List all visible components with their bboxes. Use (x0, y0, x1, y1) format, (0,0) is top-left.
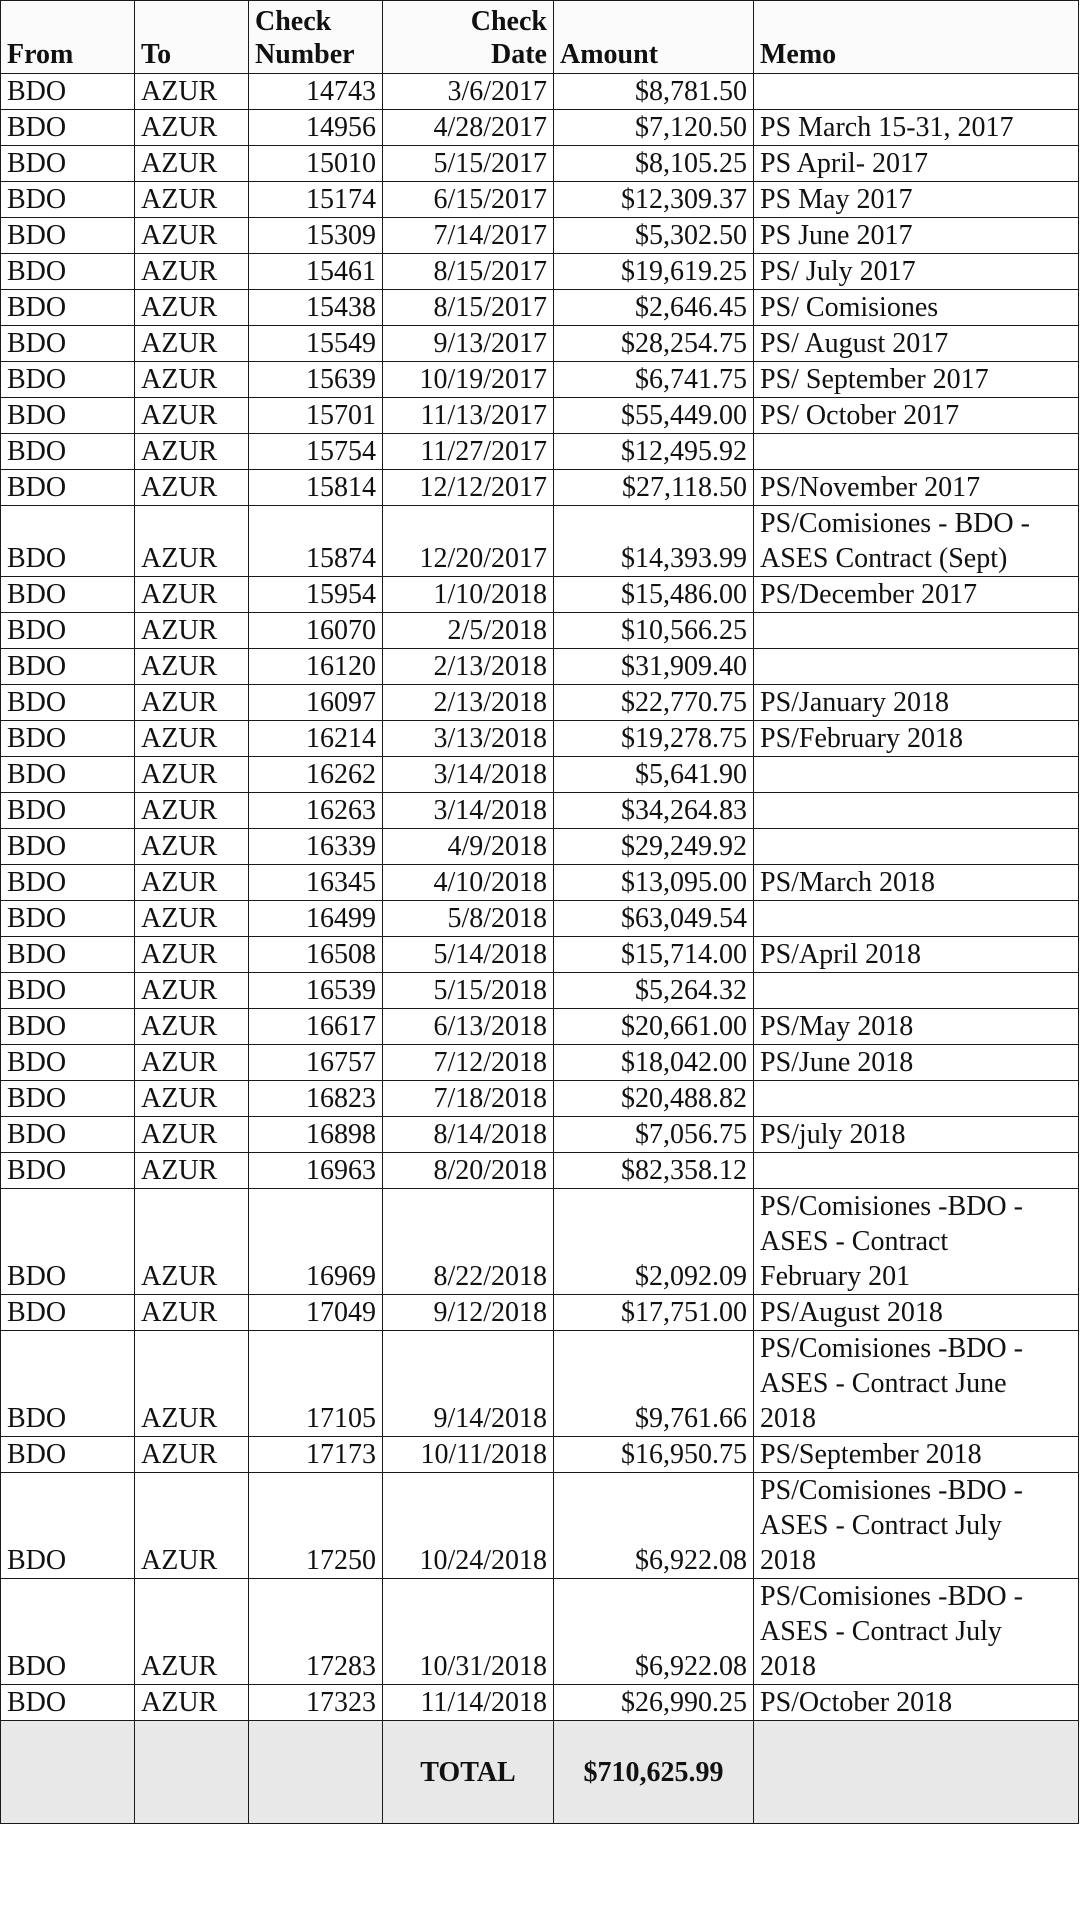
cell-check-number: 16539 (249, 973, 383, 1009)
table-row (1, 973, 1079, 1009)
cell-to: AZUR (135, 398, 249, 434)
cell-from: BDO (1, 1437, 135, 1473)
cell-memo: PS/ August 2017 (754, 326, 1079, 362)
cell-to: AZUR (135, 1685, 249, 1721)
cell-amount: $13,095.00 (554, 865, 754, 901)
cell-check-number: 16120 (249, 649, 383, 685)
cell-from: BDO (1, 1331, 135, 1437)
cell-check-date: 6/15/2017 (383, 182, 554, 218)
cell-check-date: 2/13/2018 (383, 649, 554, 685)
cell-check-number: 15701 (249, 398, 383, 434)
total-cell-memo (754, 1721, 1079, 1824)
header-from: From (1, 1, 135, 74)
cell-check-number: 17105 (249, 1331, 383, 1437)
table-footer (1, 1721, 1079, 1824)
cell-check-date: 6/13/2018 (383, 1009, 554, 1045)
cell-check-number: 14956 (249, 110, 383, 146)
cell-memo (754, 649, 1079, 685)
cell-check-date: 2/13/2018 (383, 685, 554, 721)
cell-amount: $19,619.25 (554, 254, 754, 290)
cell-from: BDO (1, 326, 135, 362)
cell-amount: $15,486.00 (554, 577, 754, 613)
cell-check-date: 12/12/2017 (383, 470, 554, 506)
cell-amount: $14,393.99 (554, 506, 754, 577)
table-row (1, 937, 1079, 973)
cell-memo: PS/july 2018 (754, 1117, 1079, 1153)
cell-amount: $5,641.90 (554, 757, 754, 793)
cell-from: BDO (1, 290, 135, 326)
cell-to: AZUR (135, 326, 249, 362)
cell-memo: PS/ October 2017 (754, 398, 1079, 434)
cell-check-date: 10/11/2018 (383, 1437, 554, 1473)
cell-amount: $82,358.12 (554, 1153, 754, 1189)
cell-check-number: 15954 (249, 577, 383, 613)
cell-amount: $7,120.50 (554, 110, 754, 146)
cell-memo: PS March 15-31, 2017 (754, 110, 1079, 146)
cell-memo (754, 757, 1079, 793)
cell-memo: PS April- 2017 (754, 146, 1079, 182)
cell-memo: PS/September 2018 (754, 1437, 1079, 1473)
cell-to: AZUR (135, 182, 249, 218)
cell-check-date: 9/13/2017 (383, 326, 554, 362)
cell-to: AZUR (135, 937, 249, 973)
cell-from: BDO (1, 1081, 135, 1117)
cell-memo (754, 434, 1079, 470)
cell-check-number: 15438 (249, 290, 383, 326)
cell-from: BDO (1, 1117, 135, 1153)
cell-from: BDO (1, 1189, 135, 1295)
cell-memo (754, 1081, 1079, 1117)
cell-check-date: 10/24/2018 (383, 1473, 554, 1579)
cell-memo (754, 829, 1079, 865)
table-row (1, 649, 1079, 685)
cell-check-date: 5/15/2017 (383, 146, 554, 182)
cell-to: AZUR (135, 613, 249, 649)
table-body (1, 74, 1079, 1721)
table-row (1, 1685, 1079, 1721)
cell-from: BDO (1, 254, 135, 290)
table-row (1, 182, 1079, 218)
table-row (1, 218, 1079, 254)
cell-check-number: 16070 (249, 613, 383, 649)
cell-amount: $6,922.08 (554, 1579, 754, 1685)
cell-to: AZUR (135, 1473, 249, 1579)
cell-to: AZUR (135, 649, 249, 685)
cell-amount: $2,092.09 (554, 1189, 754, 1295)
cell-memo: PS/October 2018 (754, 1685, 1079, 1721)
total-row (1, 1721, 1079, 1824)
cell-memo: PS/Comisiones - BDO - ASES Contract (Sept) (754, 506, 1079, 577)
cell-to: AZUR (135, 1579, 249, 1685)
cell-check-number: 15814 (249, 470, 383, 506)
cell-memo: PS/March 2018 (754, 865, 1079, 901)
cell-from: BDO (1, 434, 135, 470)
cell-to: AZUR (135, 721, 249, 757)
cell-check-number: 17173 (249, 1437, 383, 1473)
cell-check-date: 4/9/2018 (383, 829, 554, 865)
cell-check-date: 8/15/2017 (383, 254, 554, 290)
cell-check-date: 8/22/2018 (383, 1189, 554, 1295)
cell-check-number: 16339 (249, 829, 383, 865)
cell-amount: $20,488.82 (554, 1081, 754, 1117)
cell-amount: $16,950.75 (554, 1437, 754, 1473)
cell-from: BDO (1, 218, 135, 254)
header-check-number: Check Number (249, 1, 383, 74)
cell-to: AZUR (135, 757, 249, 793)
cell-from: BDO (1, 865, 135, 901)
cell-amount: $20,661.00 (554, 1009, 754, 1045)
cell-from: BDO (1, 110, 135, 146)
cell-from: BDO (1, 793, 135, 829)
cell-memo: PS/January 2018 (754, 685, 1079, 721)
cell-to: AZUR (135, 973, 249, 1009)
cell-memo: PS/June 2018 (754, 1045, 1079, 1081)
cell-check-number: 17283 (249, 1579, 383, 1685)
total-label: TOTAL (383, 1721, 554, 1824)
cell-check-date: 4/10/2018 (383, 865, 554, 901)
cell-memo: PS/ September 2017 (754, 362, 1079, 398)
cell-to: AZUR (135, 1295, 249, 1331)
cell-memo: PS/December 2017 (754, 577, 1079, 613)
cell-memo: PS/ Comisiones (754, 290, 1079, 326)
cell-memo (754, 973, 1079, 1009)
cell-memo: PS/February 2018 (754, 721, 1079, 757)
cell-check-number: 16214 (249, 721, 383, 757)
cell-check-date: 8/15/2017 (383, 290, 554, 326)
cell-check-date: 10/31/2018 (383, 1579, 554, 1685)
table-row (1, 577, 1079, 613)
cell-memo: PS/Comisiones -BDO - ASES - Contract July 2018 (754, 1579, 1079, 1685)
cell-check-number: 16757 (249, 1045, 383, 1081)
cell-amount: $12,495.92 (554, 434, 754, 470)
cell-from: BDO (1, 146, 135, 182)
cell-from: BDO (1, 685, 135, 721)
cell-memo (754, 74, 1079, 110)
cell-check-number: 16963 (249, 1153, 383, 1189)
cell-to: AZUR (135, 110, 249, 146)
table-row (1, 470, 1079, 506)
cell-from: BDO (1, 398, 135, 434)
cell-check-date: 5/15/2018 (383, 973, 554, 1009)
cell-check-date: 5/14/2018 (383, 937, 554, 973)
cell-check-date: 7/18/2018 (383, 1081, 554, 1117)
cell-check-number: 17323 (249, 1685, 383, 1721)
cell-check-date: 4/28/2017 (383, 110, 554, 146)
cell-amount: $19,278.75 (554, 721, 754, 757)
cell-to: AZUR (135, 1189, 249, 1295)
cell-check-number: 15639 (249, 362, 383, 398)
cell-amount: $9,761.66 (554, 1331, 754, 1437)
cell-from: BDO (1, 757, 135, 793)
table-row (1, 1295, 1079, 1331)
cell-to: AZUR (135, 1009, 249, 1045)
cell-check-number: 16345 (249, 865, 383, 901)
cell-check-number: 16969 (249, 1189, 383, 1295)
cell-check-date: 11/27/2017 (383, 434, 554, 470)
cell-amount: $17,751.00 (554, 1295, 754, 1331)
cell-amount: $6,922.08 (554, 1473, 754, 1579)
cell-check-date: 2/5/2018 (383, 613, 554, 649)
cell-check-number: 16097 (249, 685, 383, 721)
cell-to: AZUR (135, 146, 249, 182)
table-row (1, 829, 1079, 865)
cell-check-number: 14743 (249, 74, 383, 110)
cell-amount: $29,249.92 (554, 829, 754, 865)
table-row (1, 1081, 1079, 1117)
cell-from: BDO (1, 362, 135, 398)
cell-amount: $27,118.50 (554, 470, 754, 506)
cell-to: AZUR (135, 362, 249, 398)
table-row (1, 326, 1079, 362)
header-amount: Amount (554, 1, 754, 74)
cell-from: BDO (1, 649, 135, 685)
cell-memo: PS/Comisiones -BDO - ASES - Contract February 201 (754, 1189, 1079, 1295)
cell-check-date: 3/14/2018 (383, 793, 554, 829)
cell-to: AZUR (135, 1117, 249, 1153)
cell-check-date: 7/14/2017 (383, 218, 554, 254)
cell-check-date: 9/12/2018 (383, 1295, 554, 1331)
cell-check-number: 15461 (249, 254, 383, 290)
cell-check-number: 15754 (249, 434, 383, 470)
table-row (1, 398, 1079, 434)
cell-to: AZUR (135, 506, 249, 577)
cell-to: AZUR (135, 685, 249, 721)
cell-check-date: 3/6/2017 (383, 74, 554, 110)
total-cell-number (249, 1721, 383, 1824)
table-row (1, 1009, 1079, 1045)
cell-memo (754, 901, 1079, 937)
table-row (1, 1045, 1079, 1081)
table-row (1, 901, 1079, 937)
table-row (1, 1117, 1079, 1153)
cell-from: BDO (1, 1009, 135, 1045)
cell-check-number: 15309 (249, 218, 383, 254)
cell-amount: $5,264.32 (554, 973, 754, 1009)
total-cell-from (1, 1721, 135, 1824)
cell-to: AZUR (135, 290, 249, 326)
cell-to: AZUR (135, 1437, 249, 1473)
cell-check-date: 9/14/2018 (383, 1331, 554, 1437)
table-header (1, 1, 1079, 74)
cell-memo (754, 613, 1079, 649)
total-cell-to (135, 1721, 249, 1824)
table-row (1, 254, 1079, 290)
cell-check-number: 16499 (249, 901, 383, 937)
cell-memo: PS June 2017 (754, 218, 1079, 254)
cell-check-date: 1/10/2018 (383, 577, 554, 613)
cell-memo: PS/April 2018 (754, 937, 1079, 973)
cell-from: BDO (1, 1153, 135, 1189)
cell-memo: PS/Comisiones -BDO - ASES - Contract June 2018 (754, 1331, 1079, 1437)
table-row (1, 1437, 1079, 1473)
cell-to: AZUR (135, 254, 249, 290)
cell-amount: $8,105.25 (554, 146, 754, 182)
cell-memo: PS/Comisiones -BDO - ASES - Contract July 2018 (754, 1473, 1079, 1579)
cell-check-number: 16508 (249, 937, 383, 973)
cell-check-number: 15174 (249, 182, 383, 218)
cell-memo: PS/August 2018 (754, 1295, 1079, 1331)
table-row (1, 1331, 1079, 1437)
cell-check-date: 8/14/2018 (383, 1117, 554, 1153)
cell-memo: PS May 2017 (754, 182, 1079, 218)
table-row (1, 793, 1079, 829)
cell-check-date: 11/13/2017 (383, 398, 554, 434)
cell-from: BDO (1, 1045, 135, 1081)
cell-from: BDO (1, 613, 135, 649)
table-row (1, 757, 1079, 793)
cell-to: AZUR (135, 434, 249, 470)
cell-from: BDO (1, 937, 135, 973)
table-row (1, 613, 1079, 649)
cell-to: AZUR (135, 577, 249, 613)
cell-from: BDO (1, 901, 135, 937)
cell-to: AZUR (135, 829, 249, 865)
total-amount: $710,625.99 (554, 1721, 754, 1824)
cell-amount: $28,254.75 (554, 326, 754, 362)
cell-from: BDO (1, 1295, 135, 1331)
cell-check-number: 17049 (249, 1295, 383, 1331)
table-row (1, 290, 1079, 326)
cell-memo (754, 1153, 1079, 1189)
cell-amount: $5,302.50 (554, 218, 754, 254)
header-check-date: Check Date (383, 1, 554, 74)
cell-amount: $10,566.25 (554, 613, 754, 649)
cell-amount: $2,646.45 (554, 290, 754, 326)
cell-check-date: 3/14/2018 (383, 757, 554, 793)
table-row (1, 721, 1079, 757)
cell-memo: PS/November 2017 (754, 470, 1079, 506)
cell-amount: $55,449.00 (554, 398, 754, 434)
cell-from: BDO (1, 506, 135, 577)
cell-check-number: 16898 (249, 1117, 383, 1153)
cell-from: BDO (1, 1685, 135, 1721)
cell-from: BDO (1, 721, 135, 757)
table-row (1, 865, 1079, 901)
cell-to: AZUR (135, 901, 249, 937)
cell-check-number: 16823 (249, 1081, 383, 1117)
cell-check-number: 15010 (249, 146, 383, 182)
cell-from: BDO (1, 829, 135, 865)
table-row (1, 685, 1079, 721)
cell-to: AZUR (135, 1153, 249, 1189)
cell-memo: PS/May 2018 (754, 1009, 1079, 1045)
cell-from: BDO (1, 1473, 135, 1579)
cell-amount: $63,049.54 (554, 901, 754, 937)
table-row (1, 434, 1079, 470)
header-to: To (135, 1, 249, 74)
cell-check-date: 11/14/2018 (383, 1685, 554, 1721)
cell-to: AZUR (135, 1045, 249, 1081)
cell-check-date: 7/12/2018 (383, 1045, 554, 1081)
cell-check-number: 17250 (249, 1473, 383, 1579)
cell-check-number: 15549 (249, 326, 383, 362)
table-row (1, 74, 1079, 110)
header-memo: Memo (754, 1, 1079, 74)
table-row (1, 110, 1079, 146)
cell-amount: $7,056.75 (554, 1117, 754, 1153)
cell-to: AZUR (135, 1081, 249, 1117)
cell-check-number: 16263 (249, 793, 383, 829)
cell-amount: $22,770.75 (554, 685, 754, 721)
cell-amount: $8,781.50 (554, 74, 754, 110)
cell-from: BDO (1, 1579, 135, 1685)
cell-from: BDO (1, 577, 135, 613)
cell-amount: $34,264.83 (554, 793, 754, 829)
cell-check-date: 5/8/2018 (383, 901, 554, 937)
cell-check-date: 10/19/2017 (383, 362, 554, 398)
cell-from: BDO (1, 74, 135, 110)
cell-amount: $6,741.75 (554, 362, 754, 398)
cell-to: AZUR (135, 218, 249, 254)
cell-amount: $15,714.00 (554, 937, 754, 973)
cell-amount: $26,990.25 (554, 1685, 754, 1721)
cell-memo: PS/ July 2017 (754, 254, 1079, 290)
cell-to: AZUR (135, 1331, 249, 1437)
cell-check-date: 8/20/2018 (383, 1153, 554, 1189)
table-row (1, 1189, 1079, 1295)
cell-memo (754, 793, 1079, 829)
cell-check-number: 15874 (249, 506, 383, 577)
cell-amount: $18,042.00 (554, 1045, 754, 1081)
cell-to: AZUR (135, 793, 249, 829)
table-row (1, 506, 1079, 577)
table-row (1, 146, 1079, 182)
cell-check-date: 12/20/2017 (383, 506, 554, 577)
table-row (1, 1473, 1079, 1579)
cell-from: BDO (1, 182, 135, 218)
cell-from: BDO (1, 973, 135, 1009)
cell-to: AZUR (135, 865, 249, 901)
cell-check-number: 16617 (249, 1009, 383, 1045)
cell-from: BDO (1, 470, 135, 506)
cell-check-number: 16262 (249, 757, 383, 793)
table-row (1, 362, 1079, 398)
cell-to: AZUR (135, 470, 249, 506)
cell-amount: $31,909.40 (554, 649, 754, 685)
cell-to: AZUR (135, 74, 249, 110)
table-row (1, 1579, 1079, 1685)
cell-check-date: 3/13/2018 (383, 721, 554, 757)
cell-amount: $12,309.37 (554, 182, 754, 218)
table-row (1, 1153, 1079, 1189)
